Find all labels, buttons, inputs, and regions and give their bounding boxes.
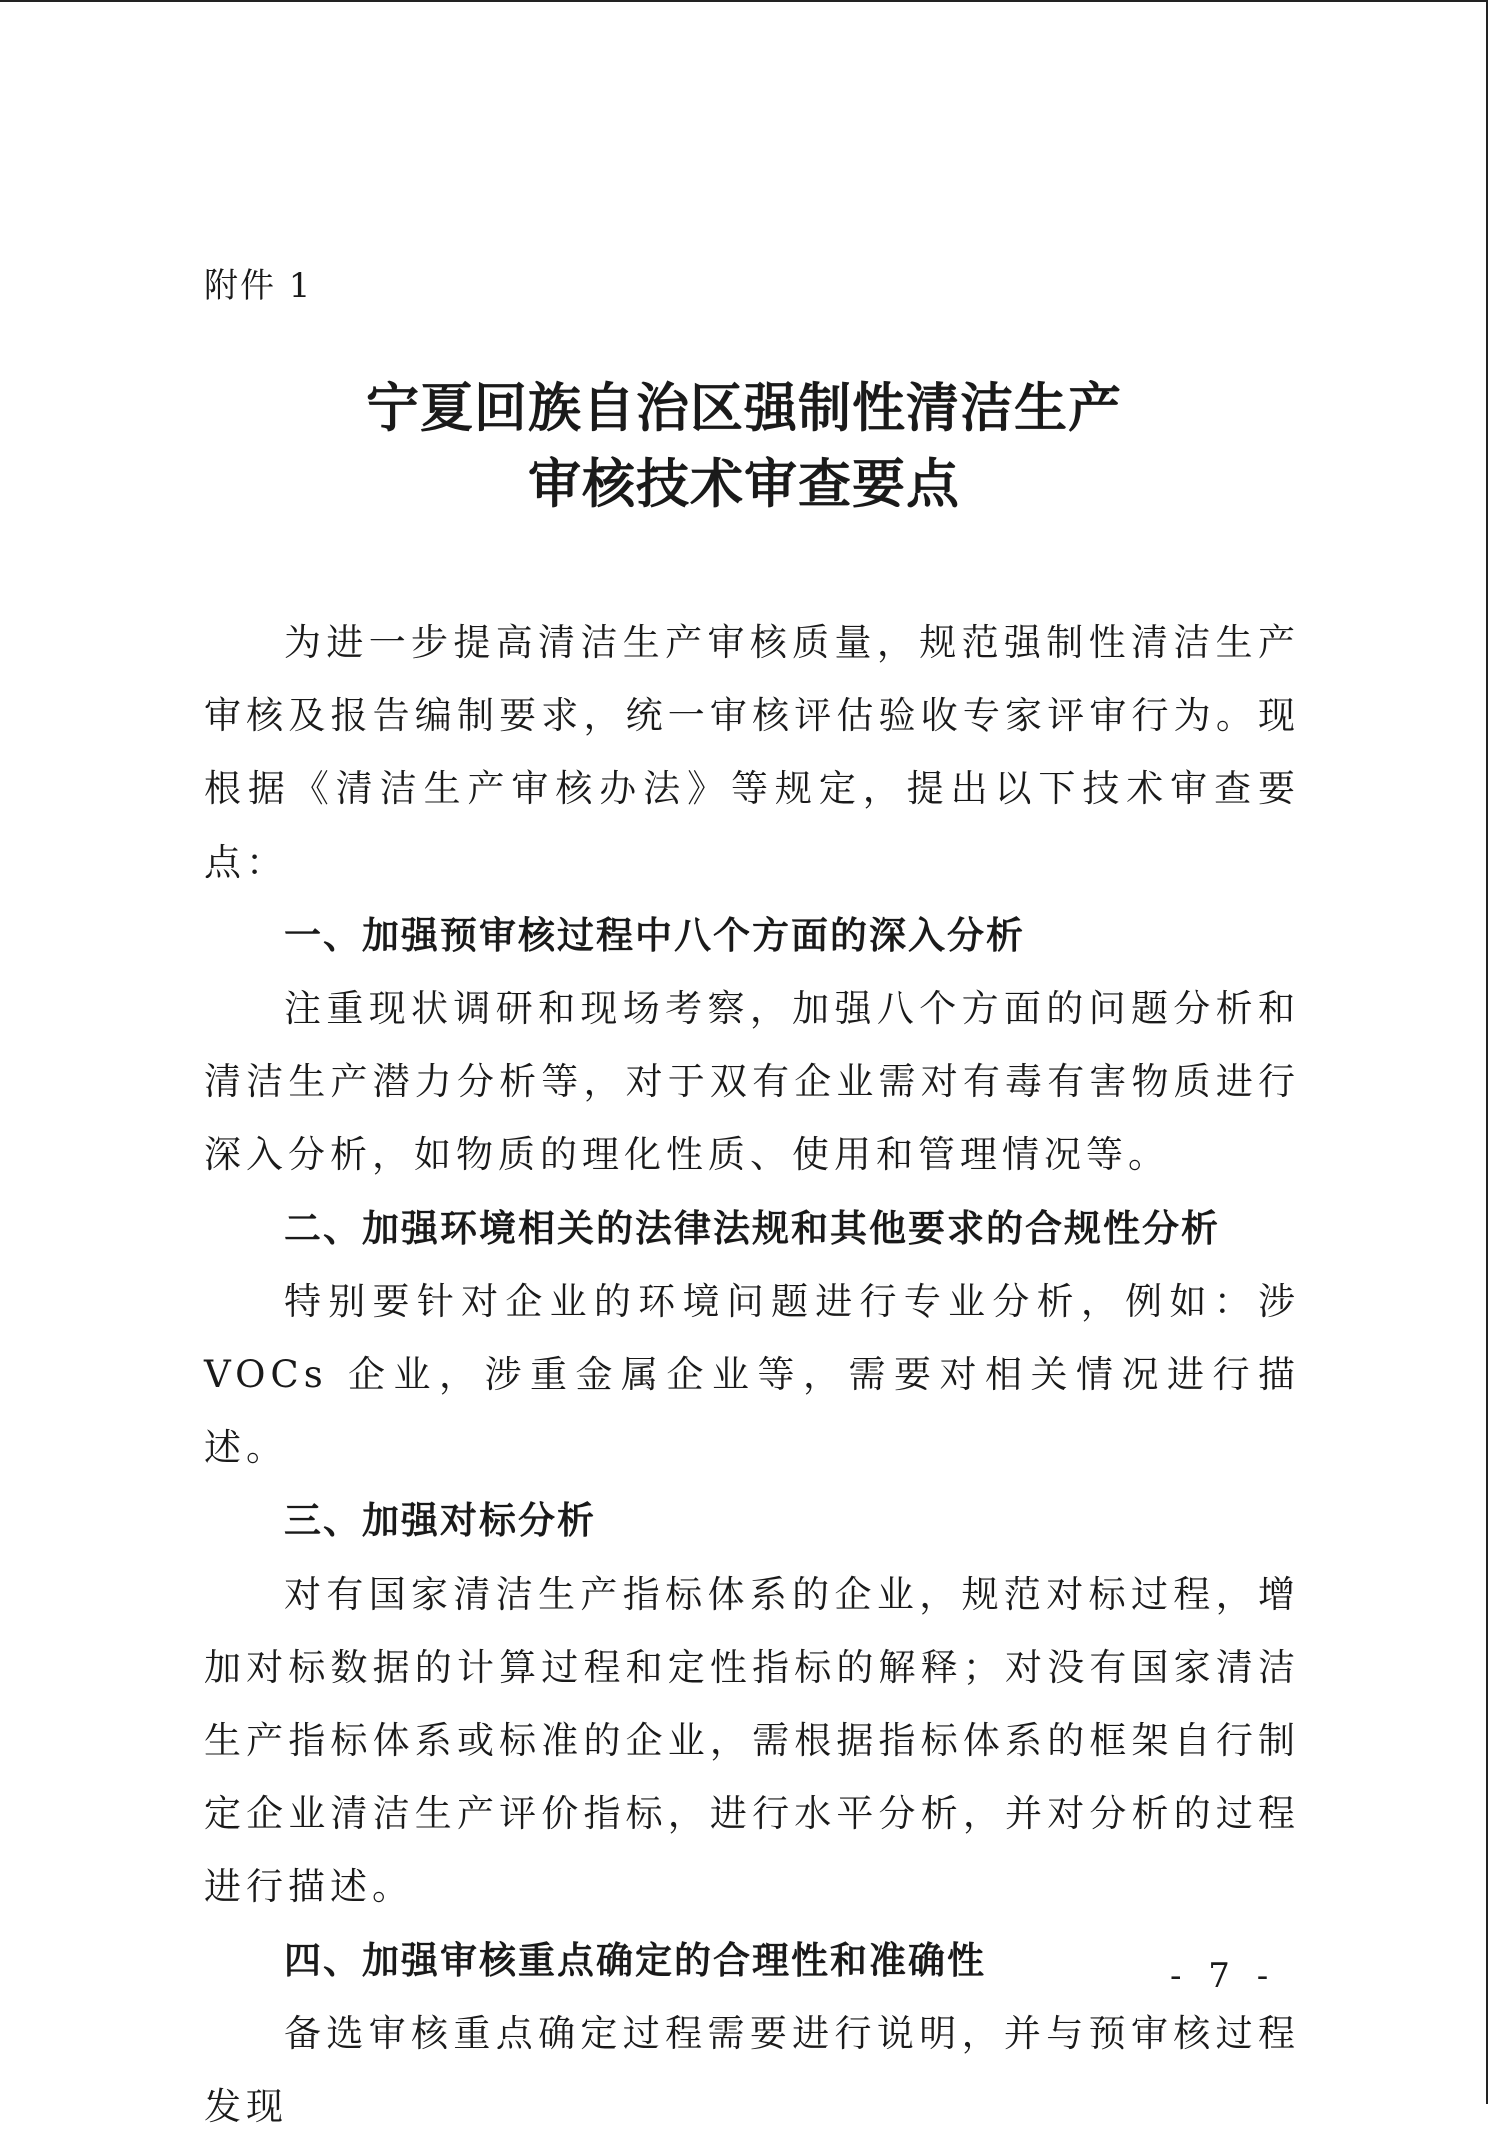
section-paragraph-4: 备选审核重点确定过程需要进行说明，并与预审核过程发现 [204, 2011, 1300, 2129]
section-paragraph-3: 对有国家清洁生产指标体系的企业，规范对标过程，增加对标数据的计算过程和定性指标的解释；对没有国家清洁生产指标体系或标准的企业，需根据指标体系的框架自行制定企业清洁生产评价指标，进行水平分析，并对分析的过程进行描述。 [204, 1572, 1300, 1909]
section-heading-3: 三、加强对标分析 [284, 1499, 596, 1543]
section-heading-4: 四、加强审核重点确定的合理性和准确性 [284, 1938, 986, 1982]
intro-paragraph: 为进一步提高清洁生产审核质量，规范强制性清洁生产审核及报告编制要求，统一审核评估验收专家评审行为。现根据《清洁生产审核办法》等规定，提出以下技术审查要点： [204, 621, 1300, 884]
section-heading-2: 二、加强环境相关的法律法规和其他要求的合规性分析 [284, 1206, 1220, 1250]
section-paragraph-1: 注重现状调研和现场考察，加强八个方面的问题分析和清洁生产潜力分析等，对于双有企业需对有毒有害物质进行深入分析，如物质的理化性质、使用和管理情况等。 [204, 987, 1300, 1177]
document-body [204, 606, 1300, 2143]
page-number: - 7 - [1170, 1956, 1277, 1996]
section-heading-1: 一、加强预审核过程中八个方面的深入分析 [284, 913, 1025, 957]
attachment-label: 附件 1 [204, 266, 313, 306]
document-title-line-2: 审核技术审查要点 [528, 454, 960, 515]
document-title-line-1: 宁夏回族自治区强制性清洁生产 [366, 378, 1122, 439]
section-paragraph-2: 特别要针对企业的环境问题进行专业分析，例如：涉 VOCs 企业，涉重金属企业等，需要对相关情况进行描述。 [204, 1279, 1300, 1470]
